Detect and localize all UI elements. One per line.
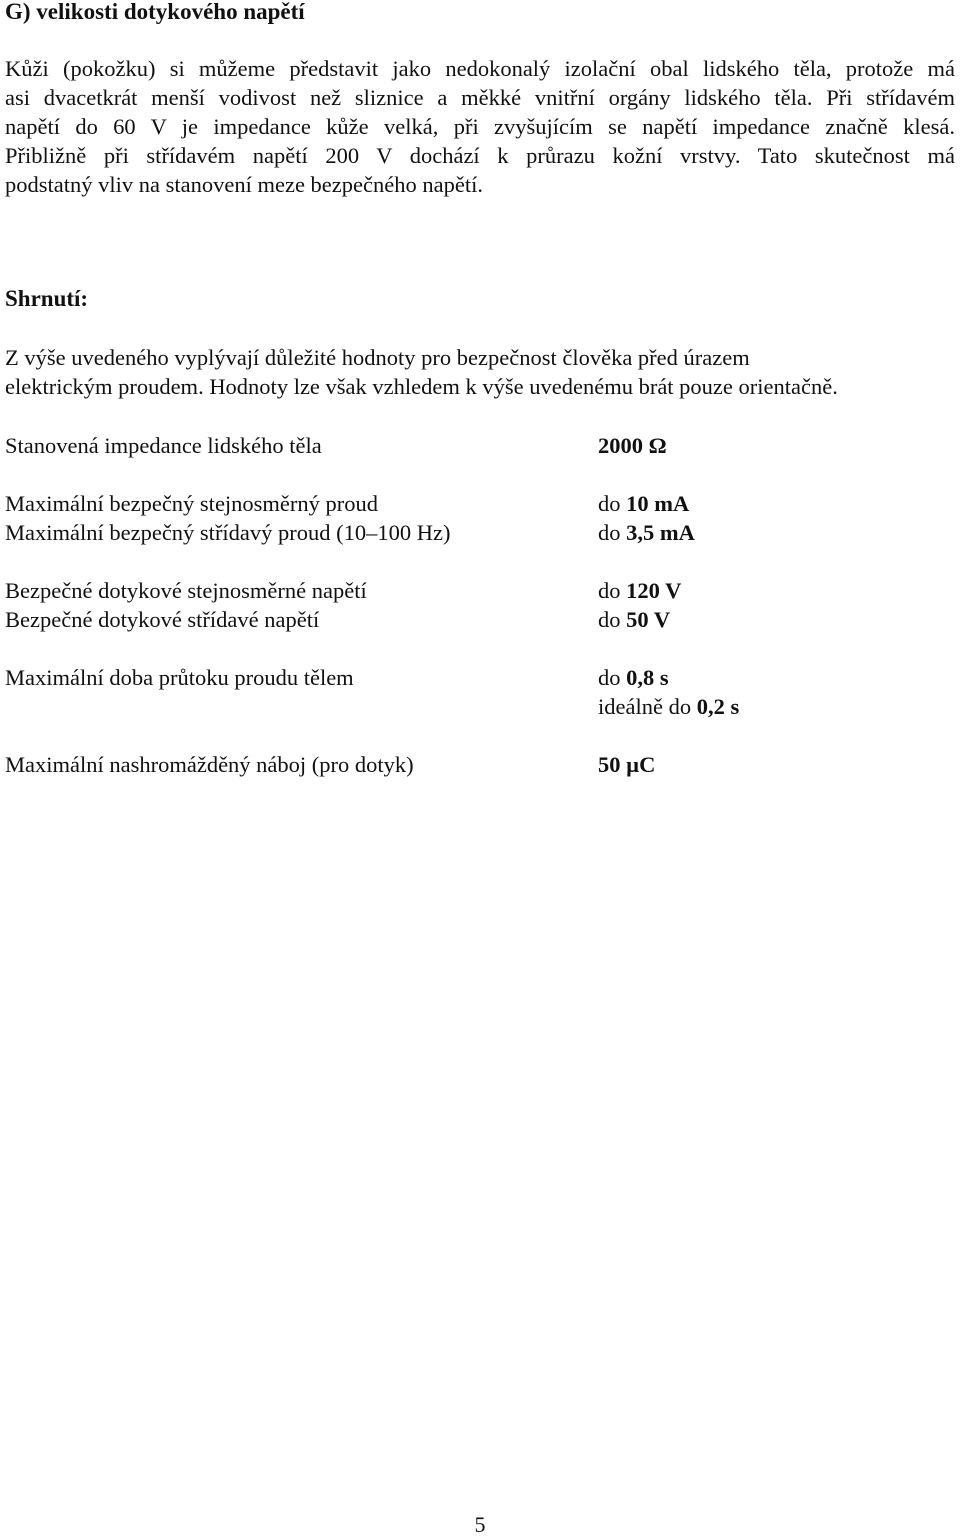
- value-number: 0,2 s: [696, 694, 740, 719]
- value-number: 2000 Ω: [598, 433, 667, 458]
- value-label: Bezpečné dotykové stejnosměrné napětí: [5, 578, 367, 603]
- intro-line: Přibližně při střídavém napětí 200 V dochází k průrazu kožní vrstvy. Tato skutečnost má: [5, 143, 955, 168]
- summary-line: Z výše uvedeného vyplývají důležité hodnoty pro bezpečnost člověka před úrazem: [5, 345, 750, 370]
- page-number: 5: [474, 1512, 486, 1537]
- value-label: Maximální nashromážděný náboj (pro dotyk): [5, 752, 414, 777]
- value-number: 0,8 s: [626, 665, 669, 690]
- intro-line: Kůži (pokožku) si můžeme představit jako nedokonalý izolační obal lidského těla, protože má: [5, 56, 955, 81]
- intro-line: napětí do 60 V je impedance kůže velká, při zvyšujícím se napětí impedance značně klesá.: [5, 114, 955, 139]
- intro-paragraph: [5, 54, 955, 199]
- value-row-body-impedance: [0, 433, 960, 462]
- value-amount: [598, 752, 655, 778]
- intro-line: asi dvacetkrát menší vodivost než sliznice a měkké vnitřní orgány lidského těla. Při střídavém: [5, 85, 955, 110]
- value-row-max-duration: [0, 665, 960, 694]
- value-label: Maximální doba průtoku proudu tělem: [5, 665, 354, 690]
- value-number: 50 µC: [598, 752, 656, 777]
- value-prefix: do: [598, 520, 627, 545]
- value-row-ac-current: [0, 520, 960, 549]
- value-amount: [598, 578, 681, 604]
- value-prefix: do: [598, 578, 627, 603]
- intro-line: podstatný vliv na stanovení meze bezpečného napětí.: [5, 172, 483, 197]
- value-number: 50 V: [626, 607, 671, 632]
- section-heading: G) velikosti dotykového napětí: [5, 0, 305, 24]
- value-prefix: do: [598, 491, 627, 516]
- value-row-ac-voltage: [0, 607, 960, 636]
- value-row-dc-voltage: [0, 578, 960, 607]
- value-label: Maximální bezpečný střídavý proud (10–100 Hz): [5, 520, 451, 545]
- value-amount: [598, 694, 739, 720]
- value-row-ideal-duration: [0, 694, 960, 723]
- summary-line: elektrickým proudem. Hodnoty lze však vzhledem k výše uvedenému brát pouze orientačně.: [5, 374, 838, 399]
- value-amount: [598, 607, 670, 633]
- value-amount: [598, 520, 695, 546]
- value-label: Bezpečné dotykové střídavé napětí: [5, 607, 320, 632]
- value-amount: [598, 491, 689, 517]
- value-number: 120 V: [626, 578, 682, 603]
- value-amount: [598, 433, 667, 459]
- summary-paragraph: [5, 343, 955, 401]
- value-label: Stanovená impedance lidského těla: [5, 433, 322, 458]
- value-prefix: ideálně do: [598, 694, 697, 719]
- value-amount: [598, 665, 669, 691]
- value-row-dc-current: [0, 491, 960, 520]
- value-prefix: do: [598, 665, 627, 690]
- value-prefix: do: [598, 607, 627, 632]
- value-number: 3,5 mA: [626, 520, 695, 545]
- value-row-max-charge: [0, 752, 960, 781]
- summary-heading: Shrnutí:: [5, 286, 89, 311]
- value-number: 10 mA: [626, 491, 690, 516]
- value-label: Maximální bezpečný stejnosměrný proud: [5, 491, 379, 516]
